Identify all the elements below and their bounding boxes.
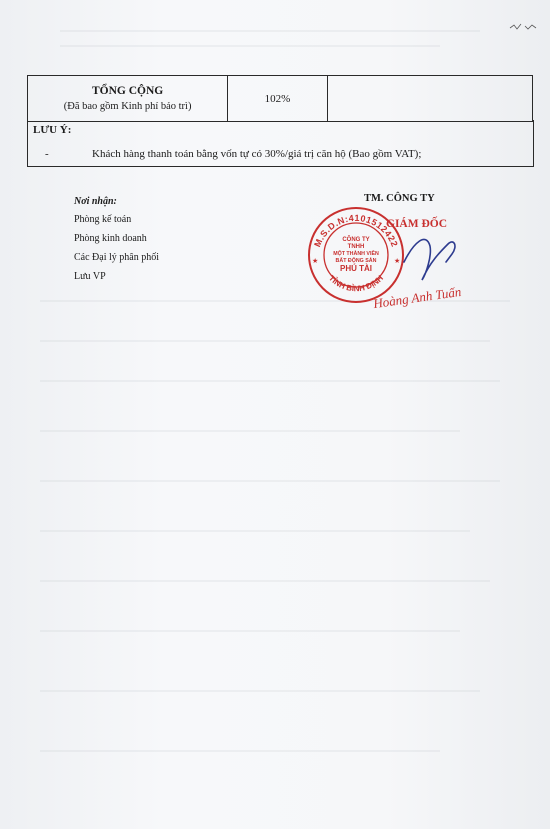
- stamp-ring-text: M.S.D.N:4101512422: [312, 212, 400, 249]
- bleed-line: [60, 30, 480, 32]
- note-title: LƯU Ý:: [33, 124, 72, 136]
- signer-role: GIÁM ĐỐC: [386, 218, 448, 230]
- note-text: Khách hàng thanh toán bằng vốn tự có 30%/giá trị căn hộ (Bao gồm VAT);: [92, 148, 422, 160]
- stamp-line: MỘT THÀNH VIÊN: [333, 251, 379, 257]
- corner-scribble-mark: [508, 20, 538, 34]
- recipients-title: Nơi nhận:: [74, 196, 117, 207]
- stamp-star-icon: ★: [394, 257, 401, 265]
- recipient-item: Phòng kinh doanh: [74, 233, 147, 244]
- note-bullet: -: [45, 148, 49, 160]
- summary-value-cell: [228, 76, 327, 122]
- stamp-line: BẤT ĐỘNG SẢN: [335, 258, 377, 264]
- bleed-line: [40, 750, 440, 752]
- table-row: [28, 76, 533, 122]
- stamp-line: TNHH: [347, 244, 365, 250]
- bleed-line: [40, 530, 470, 532]
- bleed-line: [40, 430, 460, 432]
- bleed-line: [40, 380, 500, 382]
- summary-empty-cell: [327, 76, 532, 122]
- recipient-item: Phòng kế toán: [74, 214, 132, 225]
- bleed-line: [40, 690, 480, 692]
- svg-text:TỈNH BÌNH ĐỊNH: [327, 273, 385, 293]
- stamp-bottom-text: TỈNH BÌNH ĐỊNH: [326, 273, 386, 294]
- note-box: [27, 120, 534, 167]
- bleed-line: [40, 340, 490, 342]
- stamp-line: CÔNG TY: [342, 237, 370, 243]
- recipient-item: Lưu VP: [74, 271, 106, 282]
- stamp-line: PHÚ TÀI: [340, 264, 372, 273]
- total-subtitle: (Đã bao gồm Kinh phí bảo trì): [63, 101, 192, 112]
- total-title: TỔNG CỘNG: [92, 85, 164, 97]
- stamp-star-icon: ★: [312, 257, 319, 265]
- summary-table: [27, 75, 533, 122]
- signer-name: Hoàng Anh Tuấn: [372, 283, 463, 312]
- total-value: 102%: [264, 92, 291, 105]
- summary-label-cell: [28, 76, 228, 122]
- handwritten-signature: [396, 222, 466, 292]
- bleed-line: [40, 580, 490, 582]
- recipient-item: Các Đại lý phân phối: [74, 252, 159, 263]
- bleed-line: [60, 45, 440, 47]
- bleed-line: [40, 630, 460, 632]
- org-line: TM. CÔNG TY: [364, 193, 435, 204]
- bleed-line: [40, 480, 500, 482]
